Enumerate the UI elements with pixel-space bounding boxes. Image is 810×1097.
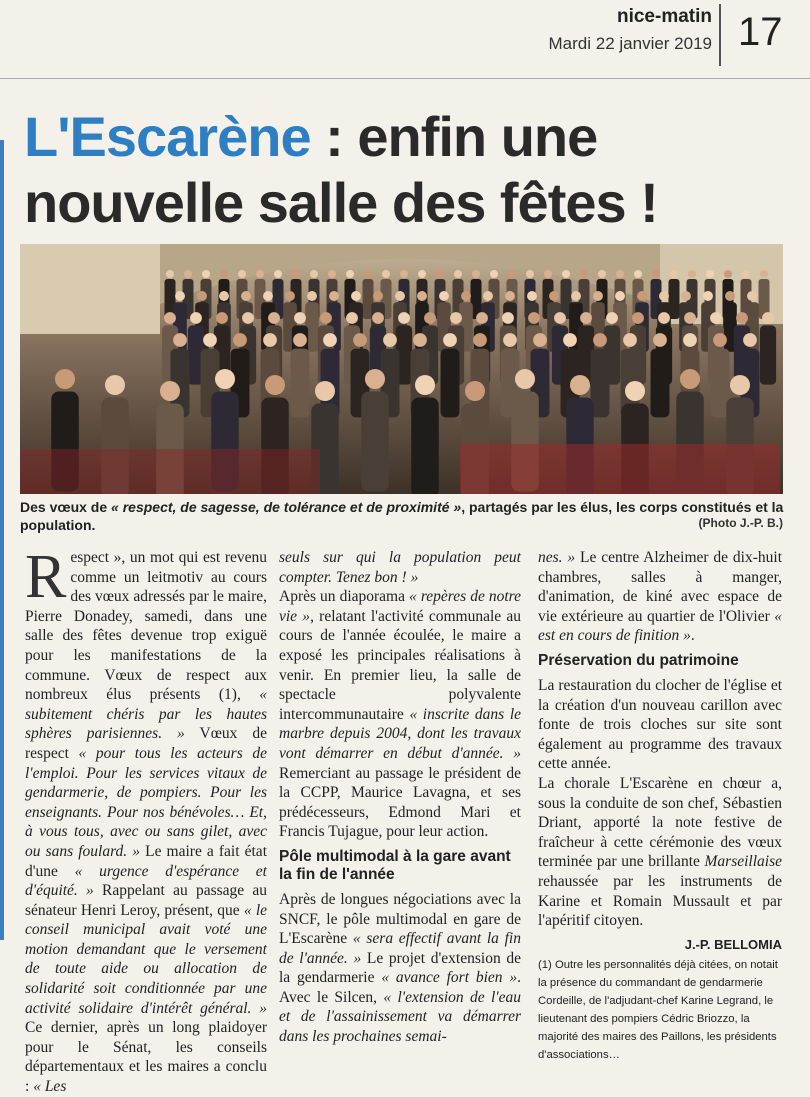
person-head bbox=[164, 312, 176, 324]
person-head bbox=[713, 333, 727, 347]
person-head bbox=[274, 270, 282, 278]
person-head bbox=[220, 270, 228, 278]
page-header bbox=[0, 0, 810, 70]
person-head bbox=[382, 270, 390, 278]
person-head bbox=[681, 291, 691, 301]
person-head bbox=[353, 333, 367, 347]
person-head bbox=[505, 291, 515, 301]
person-head bbox=[502, 312, 514, 324]
person-head bbox=[571, 291, 581, 301]
text-run: La restauration du clocher de l'église et la création d'un nouveau carillon avec fonte de trois cloches sur site sont également au programme des travaux cette année. bbox=[538, 676, 782, 773]
person-head bbox=[623, 333, 637, 347]
person-head bbox=[320, 312, 332, 324]
person-head bbox=[400, 270, 408, 278]
person-head bbox=[160, 381, 180, 401]
quoted-text: « subitement chéris par les hautes sphères parisiennes. » bbox=[25, 686, 267, 743]
person-head bbox=[202, 270, 210, 278]
person-head bbox=[625, 381, 645, 401]
person-head bbox=[294, 312, 306, 324]
person-head bbox=[652, 270, 660, 278]
person-head bbox=[670, 270, 678, 278]
person-head bbox=[606, 312, 618, 324]
person-head bbox=[315, 381, 335, 401]
person-head bbox=[742, 270, 750, 278]
person-head bbox=[413, 333, 427, 347]
text-run: Vœux de respect bbox=[25, 725, 267, 762]
text-run: Le maire a fait état d'une bbox=[25, 842, 267, 880]
person-head bbox=[632, 312, 644, 324]
text-run: rehaussée par les instruments de Karine et Romain Mussault et par l'apéritif citoyen. bbox=[538, 872, 782, 930]
person-head bbox=[490, 270, 498, 278]
quoted-text: « pour tous les acteurs de l'emploi. Pour les services vitaux de gendarmerie, de pompiers. Pour les enseignants. Pour nos bénévoles… Et, à vous tous, avec ou sans gilet, avec ou sans foulard. » bbox=[25, 744, 267, 860]
person-head bbox=[508, 270, 516, 278]
person-head bbox=[680, 369, 700, 389]
footnote: (1) Outre les personnalités déjà citées, on notait la présence du commandant de gendarmerie Cordeille, de l'adjudant-chef Karine Legrand, le lieutenant des pompiers Cédric Briozzo, la majorité des maires des Paillons, les présidents d'associations… bbox=[538, 959, 778, 1062]
person-head bbox=[465, 381, 485, 401]
person-head bbox=[398, 312, 410, 324]
person-head bbox=[634, 270, 642, 278]
person-body bbox=[291, 349, 310, 418]
person-head bbox=[55, 369, 75, 389]
person-head bbox=[238, 270, 246, 278]
quoted-text: « inscrite dans le marbre depuis 2004, dont les travaux vont démarrer en début d'année. » bbox=[279, 705, 521, 762]
quoted-text: « Les bbox=[33, 1078, 67, 1096]
person-head bbox=[372, 312, 384, 324]
person-head bbox=[533, 333, 547, 347]
person-head bbox=[503, 333, 517, 347]
header-rule bbox=[0, 78, 810, 79]
headline bbox=[24, 104, 804, 236]
person-head bbox=[184, 270, 192, 278]
person-head bbox=[197, 291, 207, 301]
quoted-text: « l'extension de l'eau et de l'assainissement va démarrer dans les prochaines semai- bbox=[279, 988, 521, 1046]
text-run: . Avec le Silcen, bbox=[279, 969, 521, 1006]
person-head bbox=[219, 291, 229, 301]
person-head bbox=[383, 333, 397, 347]
text-run: Remerciant au passage le président de la CCPP, Maurice Lavagna, et ses prédécesseurs, Edmond Mari et Francis Tujague, pour leur action. bbox=[279, 764, 521, 841]
person-head bbox=[528, 312, 540, 324]
person-head bbox=[724, 270, 732, 278]
person-head bbox=[473, 333, 487, 347]
person-head bbox=[346, 312, 358, 324]
person-head bbox=[190, 312, 202, 324]
text-run: , relatant l'activité communale au cours de l'année écoulée, le maire a exposé les principales réalisations à venir. En premier lieu, la salle de spectacle polyvalente intercommunautaire bbox=[279, 607, 521, 723]
person-head bbox=[307, 291, 317, 301]
person-head bbox=[328, 270, 336, 278]
caption-prefix: Des vœux de bbox=[20, 499, 112, 515]
person-head bbox=[515, 369, 535, 389]
person-head bbox=[395, 291, 405, 301]
headline-rest: : enfin une nouvelle salle des fêtes ! bbox=[24, 105, 658, 234]
paragraph bbox=[279, 890, 521, 1047]
caption-quote: « respect, de sagesse, de tolérance et de proximité » bbox=[111, 499, 462, 515]
person-head bbox=[268, 312, 280, 324]
text-run: Ce dernier, après un long plaidoyer pour le Sénat, les conseils départementaux et les maires a conclu : bbox=[25, 1019, 267, 1096]
person-head bbox=[710, 312, 722, 324]
paragraph bbox=[279, 548, 521, 587]
person-head bbox=[364, 270, 372, 278]
person-head bbox=[443, 333, 457, 347]
quoted-text: seuls sur qui la population peut compter. Tenez bon ! » bbox=[279, 549, 521, 586]
text-run: Le projet d'extension de la gendarmerie bbox=[279, 949, 521, 987]
person-head bbox=[415, 375, 435, 395]
quoted-text: Marseillaise bbox=[704, 853, 782, 871]
text-run: Après un diaporama bbox=[279, 588, 410, 606]
subheading: Préservation du patrimoine bbox=[538, 651, 739, 669]
person-head bbox=[215, 369, 235, 389]
person-head bbox=[329, 291, 339, 301]
quoted-text: « le conseil municipal avait voté une motion demandant que le versement de toute aide ou allocation de solidarité soit conditionnée par une activité solidaire d'intérêt général. » bbox=[25, 901, 268, 1017]
person-head bbox=[263, 291, 273, 301]
person-head bbox=[346, 270, 354, 278]
person-head bbox=[105, 375, 125, 395]
person-head bbox=[265, 375, 285, 395]
person-head bbox=[593, 291, 603, 301]
person-head bbox=[688, 270, 696, 278]
person-head bbox=[706, 270, 714, 278]
subheading: Pôle multimodal à la gare avant la fin de l'année bbox=[279, 847, 511, 883]
person-head bbox=[242, 312, 254, 324]
person-head bbox=[570, 375, 590, 395]
text-run: Le centre Alzheimer de dix-huit chambres, salles à manger, d'animation, de kiné avec espace de vie extérieure au quartier de l'Olivier bbox=[538, 549, 782, 625]
quoted-text: nes. » bbox=[538, 549, 576, 566]
paragraph bbox=[25, 543, 268, 1097]
person-head bbox=[461, 291, 471, 301]
person-head bbox=[323, 333, 337, 347]
person-head bbox=[616, 270, 624, 278]
person-head bbox=[747, 291, 757, 301]
photo-illustration bbox=[20, 244, 783, 494]
person-head bbox=[173, 333, 187, 347]
person-head bbox=[424, 312, 436, 324]
news-photo bbox=[20, 244, 783, 494]
person-head bbox=[263, 333, 277, 347]
person-head bbox=[351, 291, 361, 301]
person-body bbox=[651, 349, 670, 418]
person-head bbox=[580, 270, 588, 278]
person-head bbox=[526, 270, 534, 278]
person-head bbox=[554, 312, 566, 324]
paragraph bbox=[538, 548, 782, 646]
person-head bbox=[483, 291, 493, 301]
person-head bbox=[653, 333, 667, 347]
person-head bbox=[293, 333, 307, 347]
section-accent-bar bbox=[0, 140, 4, 940]
person-head bbox=[743, 333, 757, 347]
person-head bbox=[544, 270, 552, 278]
article-column-3 bbox=[538, 548, 782, 1064]
person-head bbox=[373, 291, 383, 301]
person-head bbox=[216, 312, 228, 324]
person-head bbox=[292, 270, 300, 278]
quoted-text: « avance fort bien » bbox=[381, 969, 518, 987]
headline-town: L'Escarène bbox=[24, 105, 311, 168]
person-head bbox=[233, 333, 247, 347]
person-head bbox=[762, 312, 774, 324]
person-head bbox=[683, 333, 697, 347]
article-column-1 bbox=[25, 543, 268, 1097]
person-head bbox=[166, 270, 174, 278]
author-byline: J.-P. BELLOMIA bbox=[684, 936, 782, 952]
text-run: . bbox=[690, 627, 695, 645]
person-head bbox=[563, 333, 577, 347]
text-run: Rappelant au passage au sénateur Henri Leroy, présent, que bbox=[25, 882, 267, 919]
person-head bbox=[562, 270, 570, 278]
person-head bbox=[310, 270, 318, 278]
person-head bbox=[580, 312, 592, 324]
person-head bbox=[365, 369, 385, 389]
person-head bbox=[472, 270, 480, 278]
person-head bbox=[476, 312, 488, 324]
person-head bbox=[418, 270, 426, 278]
person-head bbox=[736, 312, 748, 324]
issue-date: Mardi 22 janvier 2019 bbox=[548, 34, 712, 53]
person-head bbox=[684, 312, 696, 324]
quoted-text: « repères de notre vie » bbox=[279, 588, 522, 625]
person-head bbox=[450, 312, 462, 324]
person-head bbox=[417, 291, 427, 301]
page-number: 17 bbox=[738, 10, 783, 54]
newspaper-name: nice-matin bbox=[616, 6, 712, 27]
person-head bbox=[175, 291, 185, 301]
article-column-2 bbox=[279, 548, 521, 1047]
person-head bbox=[436, 270, 444, 278]
person-body bbox=[361, 392, 389, 492]
caption-suffix: , partagés par les élus, les corps constitués et la population. bbox=[20, 499, 784, 533]
paragraph bbox=[279, 587, 521, 842]
paragraph bbox=[538, 774, 782, 931]
person-head bbox=[549, 291, 559, 301]
person-body bbox=[411, 398, 439, 495]
person-head bbox=[598, 270, 606, 278]
person-head bbox=[439, 291, 449, 301]
person-head bbox=[454, 270, 462, 278]
person-head bbox=[203, 333, 217, 347]
person-head bbox=[730, 375, 750, 395]
quoted-text: « urgence d'espérance et d'équité. » bbox=[25, 862, 267, 900]
person-head bbox=[703, 291, 713, 301]
person-body bbox=[760, 325, 776, 384]
person-head bbox=[256, 270, 264, 278]
text-run: La chorale L'Escarène en chœur a, sous la conduite de son chef, Sébastien Driant, apporté la note festive de fraîcheur à cette cérémonie des vœux terminée par une brillante bbox=[538, 774, 782, 871]
photo-caption bbox=[20, 498, 790, 534]
person-head bbox=[659, 291, 669, 301]
text-run: espect », un mot qui est revenu comme un leitmotiv au cours des vœux adressés par le maire, Pierre Donadey, samedi, dans une salle des fêtes devenue trop exiguë pour les manifestations de la commune. Vœux de respect aux nombreux élus présents (1), bbox=[25, 549, 267, 704]
header-divider bbox=[719, 4, 721, 66]
quoted-text: « sera effectif avant la fin de l'année. » bbox=[279, 930, 521, 967]
person-head bbox=[760, 270, 768, 278]
person-head bbox=[658, 312, 670, 324]
photo-credit: (Photo J.-P. B.) bbox=[698, 516, 783, 530]
person-head bbox=[241, 291, 251, 301]
quoted-text: « est en cours de finition » bbox=[538, 607, 782, 645]
drop-cap: R bbox=[25, 543, 67, 611]
person-head bbox=[637, 291, 647, 301]
paragraph bbox=[538, 676, 782, 774]
person-head bbox=[615, 291, 625, 301]
person-head bbox=[725, 291, 735, 301]
person-head bbox=[285, 291, 295, 301]
text-run: Après de longues négociations avec la SNCF, le pôle multimodal en gare de L'Escarène bbox=[279, 890, 521, 948]
person-head bbox=[593, 333, 607, 347]
person-body bbox=[441, 349, 460, 418]
person-head bbox=[527, 291, 537, 301]
